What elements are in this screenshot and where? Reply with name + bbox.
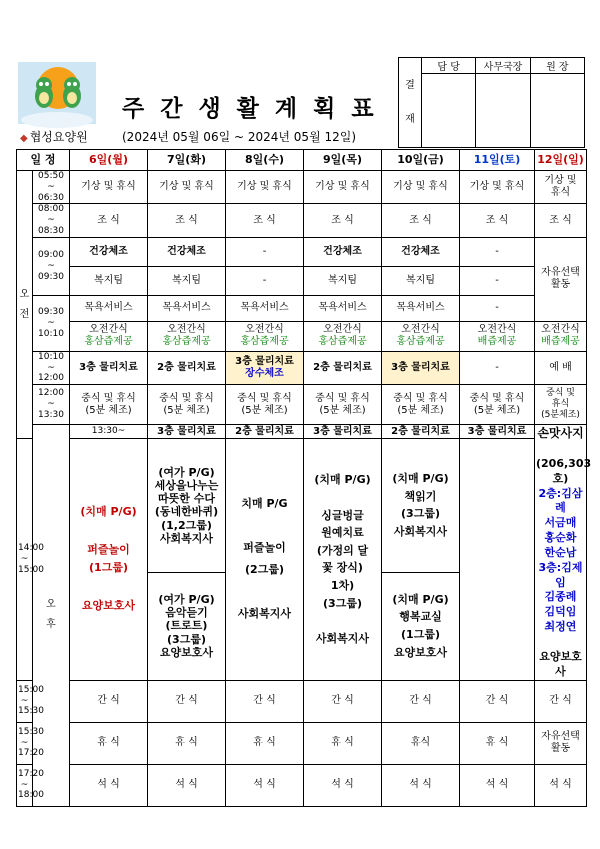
schedule-cell: 중식 및 휴식 (5분 체조): [304, 385, 382, 425]
time-cell: 08:00 ~ 08:30: [33, 204, 70, 237]
schedule-cell: (치매 P/G) 책읽기 (3그룹) 사회복지사: [382, 439, 460, 572]
schedule-cell: 3층 물리치료: [70, 351, 148, 384]
schedule-cell: 2층 물리치료: [148, 351, 226, 384]
schedule-cell: 오전간식 홍삼즙제공: [382, 321, 460, 351]
schedule-cell: 중식 및 휴식 (5분 체조): [148, 385, 226, 425]
schedule-cell: 자유선택 활동: [535, 722, 587, 764]
schedule-cell: 오전간식 배즙제공: [535, 321, 587, 351]
time-cell: 15:30 ~ 17:20: [17, 722, 33, 764]
approval-role-staff: 담 당: [422, 58, 476, 74]
schedule-period: (2024년 05월 06일 ~ 2024년 05월 12일): [122, 130, 357, 144]
time-cell: 05:50 ~ 06:30: [33, 171, 70, 204]
table-row: [17, 321, 587, 351]
schedule-cell: 목욕서비스: [70, 295, 148, 321]
schedule-cell: 중식 및 휴식 (5분 체조): [226, 385, 304, 425]
schedule-cell: 2층 물리치료: [226, 425, 304, 439]
schedule-cell: 복지팀: [70, 266, 148, 295]
time-cell: 17:20 ~ 18:00: [17, 764, 33, 806]
schedule-cell: (여가 P/G) 세상을나누는 따뜻한 수다 (동네한바퀴) (1,2그룹) 사회복지사: [148, 439, 226, 572]
schedule-cell: 예 배: [535, 351, 587, 384]
schedule-cell: 기상 및 휴식: [535, 171, 587, 204]
approval-sign-staff: [422, 74, 476, 148]
time-cell: 09:30 ~ 10:10: [33, 295, 70, 351]
table-row: [17, 764, 587, 806]
schedule-cell: 휴 식: [148, 722, 226, 764]
schedule-cell: 중식 및 휴식 (5분 체조): [460, 385, 535, 425]
schedule-cell: 2층 물리치료: [304, 351, 382, 384]
schedule-cell: 오전간식 배즙제공: [460, 321, 535, 351]
schedule-cell: 휴 식: [304, 722, 382, 764]
approval-label: 결 재: [399, 58, 422, 148]
schedule-cell: 3층 물리치료: [304, 425, 382, 439]
weekly-schedule-table: [16, 149, 592, 807]
schedule-cell: -: [460, 351, 535, 384]
schedule-cell: 석 식: [148, 764, 226, 806]
schedule-cell: 목욕서비스: [304, 295, 382, 321]
schedule-cell: 간 식: [148, 680, 226, 722]
schedule-cell: 건강체조: [382, 237, 460, 266]
schedule-cell: 기상 및 휴식: [460, 171, 535, 204]
approval-sign-director: [476, 74, 530, 148]
approval-sign-head: [530, 74, 584, 148]
schedule-cell: 목욕서비스: [226, 295, 304, 321]
time-cell: 10:10 ~ 12:00: [33, 351, 70, 384]
table-row: [17, 266, 587, 295]
day-header: 7일(화): [148, 150, 226, 171]
time-cell: 09:00 ~ 09:30: [33, 237, 70, 295]
schedule-cell: 3층 물리치료 장수체조: [226, 351, 304, 384]
schedule-cell: -: [460, 266, 535, 295]
schedule-cell: 기상 및 휴식: [70, 171, 148, 204]
schedule-cell: 석 식: [304, 764, 382, 806]
schedule-cell: 건강체조: [148, 237, 226, 266]
schedule-cell: 목욕서비스: [382, 295, 460, 321]
table-header-row: [17, 150, 587, 171]
schedule-cell: 치매 P/G 퍼즐놀이 (2그룹) 사회복지사: [226, 439, 304, 680]
schedule-cell: 목욕서비스: [148, 295, 226, 321]
schedule-cell: 휴 식: [70, 722, 148, 764]
table-row: [17, 351, 587, 384]
schedule-cell: 기상 및 휴식: [382, 171, 460, 204]
schedule-cell: 조 식: [70, 204, 148, 237]
mascot-icon: [18, 62, 96, 124]
schedule-cell: 조 식: [535, 204, 587, 237]
day-header: 8일(수): [226, 150, 304, 171]
schedule-cell: 2층 물리치료: [382, 425, 460, 439]
schedule-cell: 간 식: [382, 680, 460, 722]
approval-box: [398, 57, 585, 148]
schedule-cell: 조 식: [460, 204, 535, 237]
schedule-cell: 조 식: [148, 204, 226, 237]
page-title: 주 간 생 활 계 획 표: [122, 96, 378, 122]
logo-image: [18, 62, 96, 124]
schedule-cell: 조 식: [304, 204, 382, 237]
schedule-cell: (여가 P/G) 음악듣기 (트로트) (3그룹) 요양보호사: [148, 572, 226, 680]
schedule-cell: 휴 식: [226, 722, 304, 764]
schedule-cell: 조 식: [382, 204, 460, 237]
schedule-cell: 기상 및 휴식: [148, 171, 226, 204]
table-row: [17, 439, 587, 572]
table-row: [17, 171, 587, 204]
schedule-cell: 중식 및 휴식 (5분체조): [535, 385, 587, 425]
day-header: 12일(일): [535, 150, 587, 171]
schedule-cell: 중식 및 휴식 (5분 체조): [70, 385, 148, 425]
time-cell: 14:00 ~ 15:00: [17, 439, 33, 680]
org-logo-icon: ◆: [20, 133, 28, 144]
schedule-cell: 간 식: [226, 680, 304, 722]
time-cell: 12:00 ~ 13:30: [33, 385, 70, 425]
time-cell: 13:30~: [70, 425, 148, 439]
approval-role-director: 사무국장: [476, 58, 530, 74]
schedule-cell: 석 식: [70, 764, 148, 806]
schedule-cell: 복지팀: [304, 266, 382, 295]
schedule-cell: 오전간식 홍삼즙제공: [70, 321, 148, 351]
schedule-cell: 석 식: [382, 764, 460, 806]
day-header: 11일(토): [460, 150, 535, 171]
schedule-cell: 간 식: [70, 680, 148, 722]
schedule-cell: 기상 및 휴식: [304, 171, 382, 204]
table-row: [17, 722, 587, 764]
schedule-cell: 간 식: [304, 680, 382, 722]
schedule-cell: (치매 P/G) 행복교실 (1그룹) 요양보호사: [382, 572, 460, 680]
day-header: 6일(월): [70, 150, 148, 171]
schedule-cell: 석 식: [460, 764, 535, 806]
day-header: 10일(금): [382, 150, 460, 171]
schedule-cell: 건강체조: [304, 237, 382, 266]
schedule-cell: 간 식: [460, 680, 535, 722]
pm-label: 오 후: [33, 425, 70, 806]
organization-name: [20, 128, 88, 145]
schedule-cell: -: [226, 237, 304, 266]
schedule-cell: 복지팀: [148, 266, 226, 295]
schedule-cell: 3층 물리치료: [382, 351, 460, 384]
schedule-cell: 조 식: [226, 204, 304, 237]
schedule-cell: (치매 P/G) 퍼즐놀이 (1그룹) 요양보호사: [70, 439, 148, 680]
schedule-cell: 3층 물리치료: [148, 425, 226, 439]
schedule-cell: -: [226, 266, 304, 295]
table-row: [17, 204, 587, 237]
time-cell: 15:00 ~ 15:30: [17, 680, 33, 722]
table-row: [17, 385, 587, 425]
schedule-cell: 석 식: [226, 764, 304, 806]
schedule-cell: 자유선택 활동: [535, 237, 587, 321]
am-label: 오 전: [17, 171, 33, 439]
schedule-cell: 오전간식 홍삼즙제공: [226, 321, 304, 351]
schedule-cell: 건강체조: [70, 237, 148, 266]
table-row: [17, 425, 587, 439]
schedule-cell: 오전간식 홍삼즙제공: [304, 321, 382, 351]
schedule-cell: 휴 식: [460, 722, 535, 764]
schedule-cell: 복지팀: [382, 266, 460, 295]
schedule-cell: -: [460, 237, 535, 266]
table-row: [17, 680, 587, 722]
schedule-cell: 오전간식 홍삼즙제공: [148, 321, 226, 351]
table-row: [17, 237, 587, 266]
schedule-cell: 휴식: [382, 722, 460, 764]
schedule-cell: 중식 및 휴식 (5분 체조): [382, 385, 460, 425]
organization-label: 협성요양원: [29, 130, 88, 144]
schedule-cell: 손맛사지 (206,303호) 2층:김삼례 서금매 홍순화 한순남 3층:김제임 김종례 김덕임 최정연 요양보호사: [535, 425, 587, 680]
schedule-cell: (치매 P/G) 싱글벙글 원예치료 (가정의 달 꽃 장식) 1차) (3그룹) 사회복지사: [304, 439, 382, 680]
approval-role-head: 원 장: [530, 58, 584, 74]
schedule-cell: 간 식: [535, 680, 587, 722]
schedule-cell: 석 식: [535, 764, 587, 806]
schedule-cell: 3층 물리치료: [460, 425, 535, 439]
schedule-cell: -: [460, 295, 535, 321]
day-header: 9일(목): [304, 150, 382, 171]
schedule-header: 일 정: [17, 150, 70, 171]
table-row: [17, 295, 587, 321]
schedule-cell: 기상 및 휴식: [226, 171, 304, 204]
